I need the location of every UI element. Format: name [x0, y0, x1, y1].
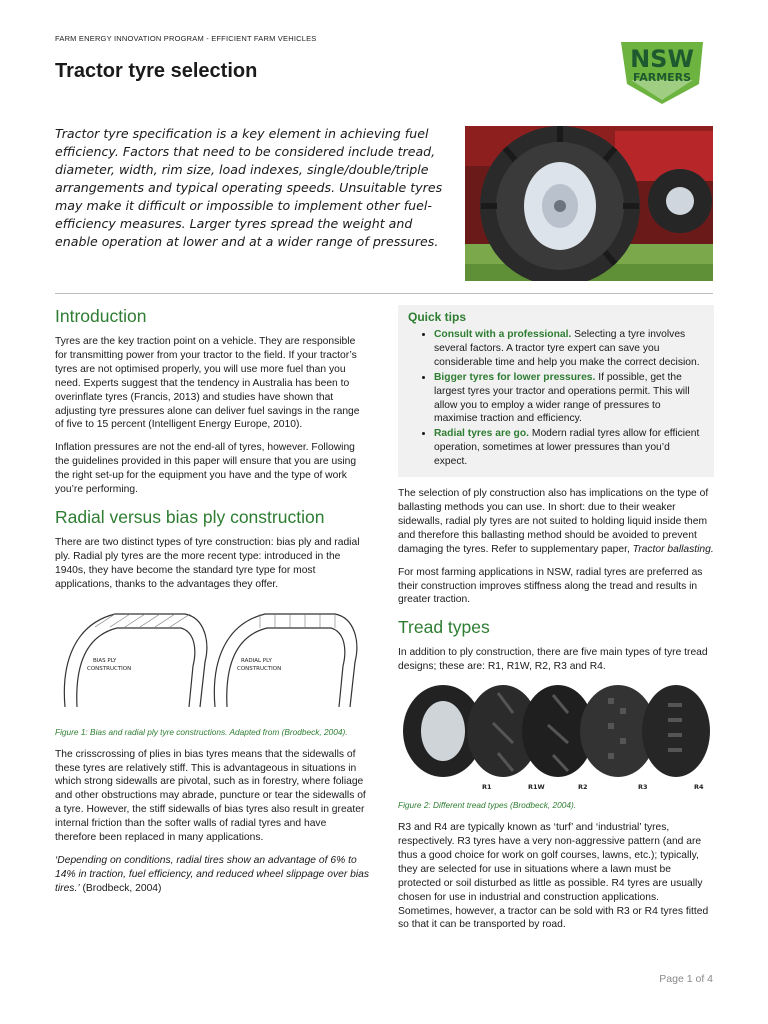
- svg-text:CONSTRUCTION: CONSTRUCTION: [237, 665, 282, 672]
- tread-types-heading: Tread types: [398, 617, 490, 638]
- tread-types-figure: [398, 683, 714, 795]
- svg-text:R1: R1: [482, 783, 492, 792]
- page-title: Tractor tyre selection: [55, 60, 258, 82]
- right-column: [398, 305, 714, 941]
- quick-tips-list: [408, 328, 704, 469]
- tractor-tyre-photo: [465, 126, 713, 281]
- svg-text:FARMERS: FARMERS: [632, 71, 692, 84]
- page-number: Page 1 of 4: [659, 973, 713, 985]
- intro-paragraph-1: Tyres are the key traction point on a vehicle. They are responsible for transmitting power from your tractor to the field. If your tractor’s tyres are not optimised properly, you will use more fuel than you need. Experts suggest that the tendency in Australia has been to overinflate tyres (Francis, 2013) and studies have shown that adjusting tyre pressures alone can deliver fuel savings in the range of five to 15 percent (Intelligent Energy Europe, 2010).: [55, 336, 360, 431]
- section-divider: [55, 293, 713, 294]
- figure-2-caption: Figure 2: Different tread types (Brodbeck, 2004).: [398, 800, 577, 811]
- intro-summary: Tractor tyre specification is a key element in achieving fuel efficiency. Factors that need to be considered include tread, diameter, width, rim size, load indexes, single/double/triple arrangements and typical operating speeds. Unsuitable tyres may make it difficult or impossible to implement other fuel-efficiency measures. Larger tyres spread the weight and enable operation at lower and at a wider range of pressures.: [55, 126, 443, 249]
- radial-heading: Radial versus bias ply construction: [55, 506, 325, 527]
- tip-item: • Bigger tyres for lower pressures. If possible, get the largest tyres your tractor and operations permit. This will allow you to employ a wider range of pressures to maximise traction and efficiency.: [434, 371, 704, 427]
- ply-paragraph-1: The selection of ply construction also has implications on the type of ballasting methods you can use. In short: due to their weaker sidewalls, radial ply tyres are not suited to holding liquid inside them and therefore this ballasting method should be avoided to prevent damaging the tyres. Refer to supplementary paper, Tractor ballasting.: [398, 488, 714, 555]
- svg-text:BIAS PLY: BIAS PLY: [93, 657, 117, 664]
- svg-text:CONSTRUCTION: CONSTRUCTION: [87, 665, 132, 672]
- svg-text:R4: R4: [694, 783, 704, 792]
- svg-text:RADIAL PLY: RADIAL PLY: [241, 657, 272, 664]
- header-kicker: FARM ENERGY INNOVATION PROGRAM - EFFICIENT FARM VEHICLES: [55, 34, 317, 43]
- ply-paragraph-2: For most farming applications in NSW, radial tyres are preferred as their construction improves stiffness along the tread and results in greater traction.: [398, 566, 703, 606]
- svg-text:R2: R2: [578, 783, 588, 792]
- tip-item: • Radial tyres are go. Modern radial tyres allow for efficient operation, sometimes at lower pressures than you’d expect.: [434, 427, 704, 469]
- nsw-farmers-logo: [617, 40, 707, 106]
- ply-construction-figure: [55, 602, 370, 720]
- tread-paragraph-1: In addition to ply construction, there are five main types of tyre tread designs; these are: R1, R1W, R2, R3 and R4.: [398, 647, 708, 673]
- intro-paragraph-2: Inflation pressures are not the end-all of tyres, however. Following the guidelines provided in this paper will ensure that you are using the right set-up for the equipment you have and the type of work you’re performing.: [55, 442, 357, 496]
- svg-text:R1W: R1W: [528, 783, 545, 792]
- radial-paragraph-1: There are two distinct types of tyre construction: bias ply and radial ply. Radial ply tyres are the more recent type: introduced in the 1940s, they have become the standard tyre type for most applications, thanks to the advantages they offer.: [55, 536, 360, 590]
- tip-item: • Consult with a professional. Selecting a tyre involves several factors. A tractor tyre expert can save you considerable time and help you make the correct decision.: [434, 328, 704, 370]
- radial-paragraph-2: The crisscrossing of plies in bias tyres means that the sidewalls of these tyres are relatively stiff. This is advantageous in situations in which strong sidewalls are pivotal, such as in forestry, where foliage and other obstructions may abrade, puncture or tear the sidewalls of a tyre. However, the stiff sidewalls of bias tyres also result in greater internal friction than the softer walls of radial tyres and have therefore been replaced in many applications.: [55, 748, 366, 844]
- introduction-heading: Introduction: [55, 306, 147, 326]
- quick-tips-heading: Quick tips: [408, 310, 467, 324]
- left-column: [55, 305, 370, 896]
- brodbeck-quote: ‘Depending on conditions, radial tires show an advantage of 6% to 14% in traction, fuel efficiency, and reduced wheel slippage over bias tires.’ (Brodbeck, 2004): [55, 854, 370, 894]
- quick-tips-box: [398, 305, 714, 477]
- tread-paragraph-2: R3 and R4 are typically known as ‘turf’ and ‘industrial’ tyres, respectively. R3 tyres have a very non-aggressive pattern (and are thus a good choice for work on golf courses, lawns, etc.); typically, they are selected for use in situations where a lawn must be protected or soil disturbed as little as possible. R4 tyres are usually chosen for use in industrial and construction applications. Sometimes, however, a tractor can be sold with R3 or R4 tyres fitted so that it can be transported by road.: [398, 822, 709, 931]
- svg-text:R3: R3: [638, 783, 648, 792]
- figure-1-caption: Figure 1: Bias and radial ply tyre constructions. Adapted from (Brodbeck, 2004).: [55, 726, 348, 737]
- svg-text:NSW: NSW: [630, 45, 694, 73]
